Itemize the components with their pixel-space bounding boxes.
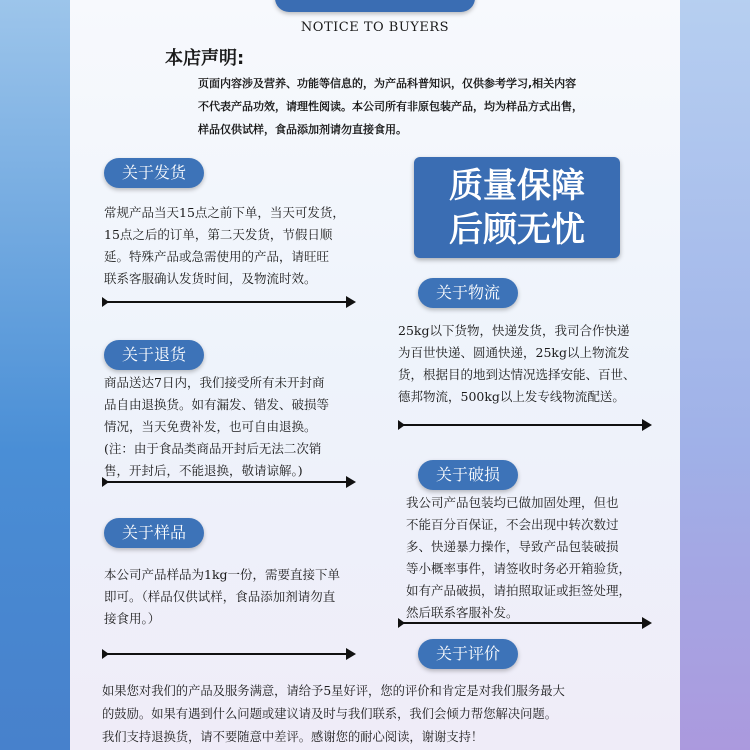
shipping-section-title: 关于发货 bbox=[104, 158, 204, 188]
damage-line: 然后联系客服补发。 bbox=[406, 605, 519, 620]
store-statement-line: 页面内容涉及营养、功能等信息的，为产品科普知识，仅供参考学习,相关内容 bbox=[198, 77, 577, 90]
shipping-line: 延。特殊产品或急需使用的产品，请旺旺 bbox=[104, 249, 330, 264]
returns-section-body bbox=[104, 372, 404, 482]
header-title-pill bbox=[275, 0, 475, 12]
arrow-line bbox=[400, 424, 644, 426]
damage-line: 等小概率事件，请签收时务必开箱验货， bbox=[406, 561, 632, 576]
logistics-section-title: 关于物流 bbox=[418, 278, 518, 308]
quality-guarantee-badge bbox=[414, 157, 620, 258]
damage-line: 不能百分百保证，不会出现中转次数过 bbox=[406, 517, 619, 532]
arrow-head bbox=[642, 419, 652, 431]
damage-section-body bbox=[406, 492, 696, 624]
shipping-line: 常规产品当天15点之前下单，当天可发货， bbox=[104, 205, 345, 220]
logistics-line: 为百世快递、圆通快递，25kg以上物流发 bbox=[398, 345, 630, 360]
review-section-body bbox=[102, 680, 702, 749]
shipping-line: 15点之后的订单，第二天发货，节假日顺 bbox=[104, 227, 333, 242]
review-section-title: 关于评价 bbox=[418, 639, 518, 669]
logistics-section-body bbox=[398, 320, 698, 408]
damage-arrow bbox=[400, 617, 652, 629]
samples-section-title: 关于样品 bbox=[104, 518, 204, 548]
logistics-line: 25kg以下货物，快递发货，我司合作快递 bbox=[398, 323, 630, 338]
returns-line: 情况，当天免费补发，也可自由退换。 bbox=[104, 419, 317, 434]
arrow-line bbox=[104, 481, 348, 483]
arrow-head bbox=[642, 617, 652, 629]
samples-line: 即可。（样品仅供试样，食品添加剂请勿直 bbox=[104, 589, 336, 604]
logistics-arrow bbox=[400, 419, 652, 431]
shipping-arrow bbox=[104, 296, 356, 308]
logistics-line: 德邦物流，500kg以上发专线物流配送。 bbox=[398, 389, 625, 404]
quality-badge-line2: 后顾无忧 bbox=[449, 210, 585, 250]
arrow-line bbox=[104, 301, 348, 303]
logistics-line: 货，根据目的地到达情况选择安能、百世、 bbox=[398, 367, 636, 382]
store-statement-line: 不代表产品功效，请理性阅读。本公司所有非原包装产品，均为样品方式出售， bbox=[198, 100, 583, 113]
left-gradient-band bbox=[0, 0, 70, 750]
damage-line: 我公司产品包装均已做加固处理，但也 bbox=[406, 495, 619, 510]
arrow-head bbox=[346, 476, 356, 488]
arrow-line bbox=[400, 622, 644, 624]
store-statement-line: 样品仅供试样，食品添加剂请勿直接食用。 bbox=[198, 123, 407, 136]
shipping-line: 联系客服确认发货时间，及物流时效。 bbox=[104, 271, 317, 286]
returns-line: 售，开封后，不能退换，敬请谅解。) bbox=[104, 463, 303, 478]
damage-section-title: 关于破损 bbox=[418, 460, 518, 490]
returns-section-title: 关于退货 bbox=[104, 340, 204, 370]
damage-line: 多、快递暴力操作，导致产品包装破损 bbox=[406, 539, 619, 554]
arrow-head bbox=[346, 296, 356, 308]
shipping-section-body bbox=[104, 202, 404, 290]
quality-badge-line1: 质量保障 bbox=[449, 166, 585, 206]
samples-line: 接食用。） bbox=[104, 611, 161, 626]
returns-arrow bbox=[104, 476, 356, 488]
samples-arrow bbox=[104, 648, 356, 660]
returns-line: 品自由退换货。如有漏发、错发、破损等 bbox=[104, 397, 330, 412]
arrow-head bbox=[346, 648, 356, 660]
returns-line: (注：由于食品类商品开封后无法二次销 bbox=[104, 441, 322, 456]
review-line: 的鼓励。如果有遇到什么问题或建议请及时与我们联系，我们会倾力帮您解决问题。 bbox=[102, 707, 557, 721]
review-line: 我们支持退换货，请不要随意中差评。感谢您的耐心阅读，谢谢支持！ bbox=[102, 730, 484, 744]
damage-line: 如有产品破损，请拍照取证或拒签处理， bbox=[406, 583, 632, 598]
store-statement-title: 本店声明: bbox=[165, 48, 245, 69]
samples-section-body bbox=[104, 564, 404, 630]
samples-line: 本公司产品样品为1kg一份，需要直接下单 bbox=[104, 567, 341, 582]
review-line: 如果您对我们的产品及服务满意，请给予5星好评，您的评价和肯定是对我们服务最大 bbox=[102, 684, 565, 698]
returns-line: 商品送达7日内，我们接受所有未开封商 bbox=[104, 375, 325, 390]
store-statement-text bbox=[198, 72, 678, 141]
arrow-line bbox=[104, 653, 348, 655]
notice-to-buyers: NOTICE TO BUYERS bbox=[300, 20, 450, 35]
